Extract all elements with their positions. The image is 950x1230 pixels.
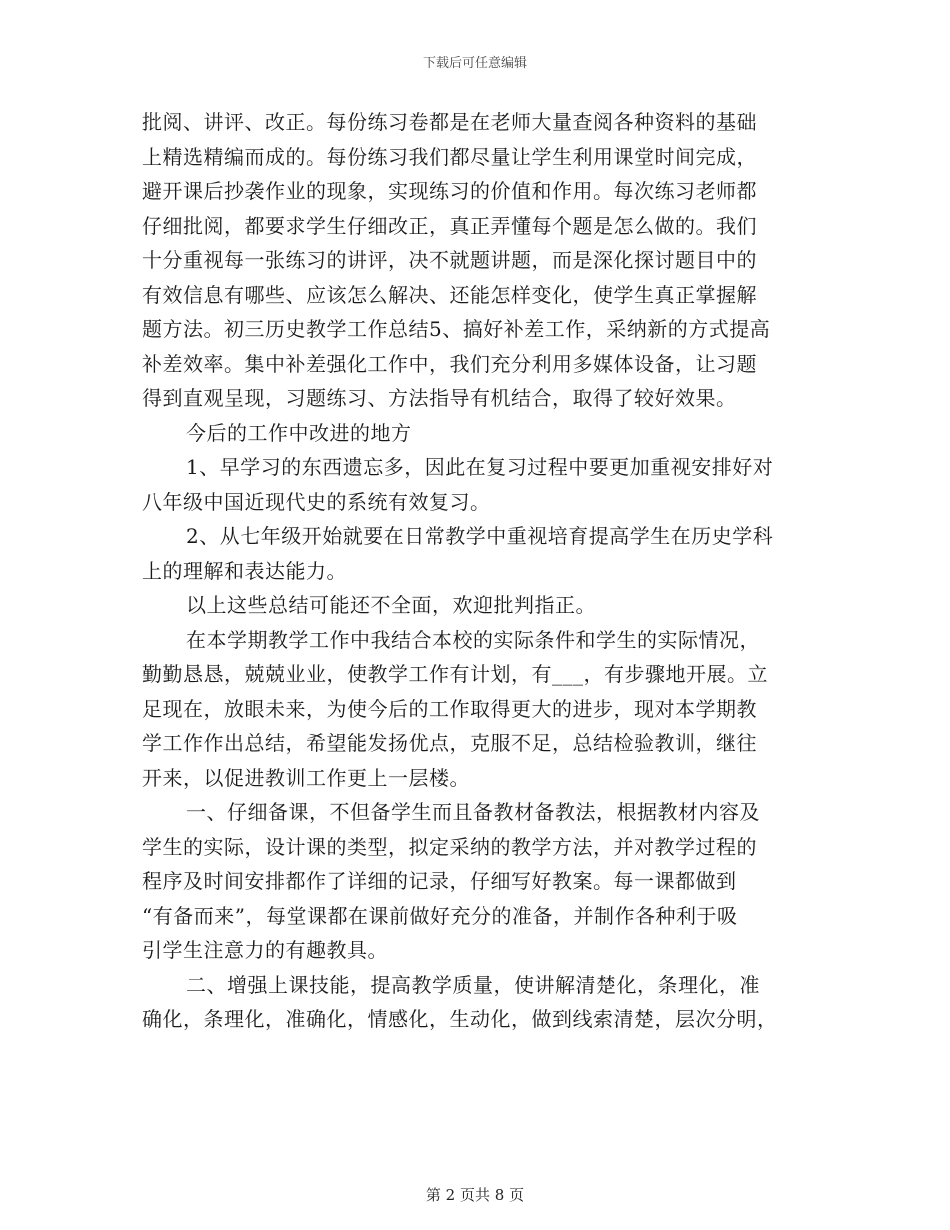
text-line: 学工作作出总结，希望能发扬优点，克服不足，总结检验教训，继往: [142, 731, 757, 755]
text-line: 程序及时间安排都作了详细的记录，仔细写好教案。每一课都做到: [142, 869, 737, 893]
text-line: 题方法。初三历史教学工作总结5、搞好补差工作，采纳新的方式提高: [142, 317, 771, 341]
text-line: 十分重视每一张练习的讲评，决不就题讲题，而是深化探讨题目中的: [142, 248, 757, 272]
text-line: 批阅、讲评、改正。每份练习卷都是在老师大量查阅各种资料的基础: [142, 110, 757, 134]
text-line: 避开课后抄袭作业的现象，实现练习的价值和作用。每次练习老师都: [142, 179, 757, 203]
text-line: 上的理解和表达能力。: [142, 558, 347, 583]
text-line: 得到直观呈现，习题练习、方法指导有机结合，取得了较好效果。: [142, 386, 737, 410]
text-line: 开来，以促进教训工作更上一层楼。: [142, 765, 470, 790]
text-line: 八年级中国近现代史的系统有效复习。: [142, 489, 491, 514]
text-line: 学生的实际，设计课的类型，拟定采纳的教学方法，并对教学过程的: [142, 834, 757, 859]
text-line: 仔细批阅，都要求学生仔细改正，真正弄懂每个题是怎么做的。我们: [142, 213, 757, 238]
text-line: 确化，条理化，准确化，情感化，生动化，做到线索清楚，层次分明，: [142, 1007, 778, 1031]
text-line: 在本学期教学工作中我结合本校的实际条件和学生的实际情况，: [186, 627, 760, 652]
page-number: 第 2 页共 8 页: [425, 1186, 525, 1204]
page-header: 下载后可任意编辑: [422, 56, 527, 71]
text-line: 勤勤恳恳，兢兢业业，使教学工作有计划，有___，有步骤地开展。立: [142, 662, 768, 686]
text-line: 以上这些总结可能还不全面，欢迎批判指正。: [186, 593, 596, 617]
text-line: 1、早学习的东西遗忘多，因此在复习过程中要更加重视安排好对: [186, 455, 774, 479]
text-line: 上精选精编而成的。每份练习我们都尽量让学生利用课堂时间完成，: [142, 144, 757, 169]
text-line: 一、仔细备课，不但备学生而且备教材备教法，根据教材内容及: [186, 800, 760, 824]
text-line: 今后的工作中改进的地方: [186, 420, 412, 445]
text-line: 2、从七年级开始就要在日常教学中重视培育提高学生在历史学科: [186, 524, 774, 548]
text-line: 引学生注意力的有趣教具。: [142, 938, 388, 962]
text-line: “有备而来”，每堂课都在课前做好充分的准备，并制作各种利于吸: [142, 903, 738, 928]
document-body: [142, 105, 802, 1037]
text-line: 足现在，放眼未来，为使今后的工作取得更大的进步，现对本学期教: [142, 696, 757, 721]
text-line: 补差效率。集中补差强化工作中，我们充分利用多媒体设备，让习题: [142, 351, 757, 376]
text-line: 有效信息有哪些、应该怎么解决、还能怎样变化，使学生真正掌握解: [142, 282, 757, 307]
text-line: 二、增强上课技能，提高教学质量，使讲解清楚化，条理化，准: [186, 972, 760, 997]
